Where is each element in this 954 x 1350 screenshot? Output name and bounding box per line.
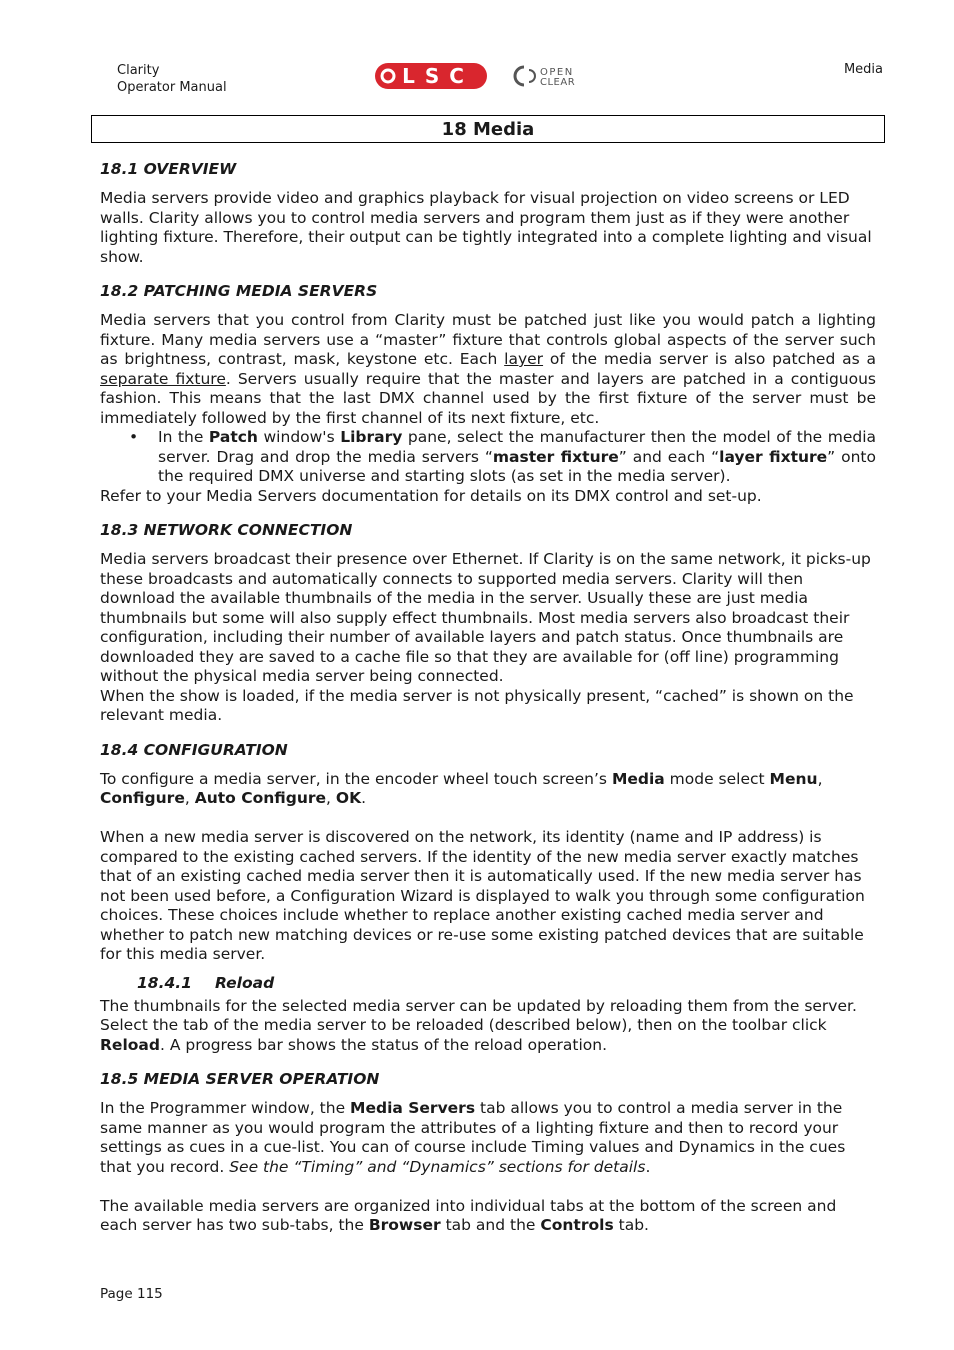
link-separate-fixture: separate fixture: [100, 369, 226, 388]
bullet-list: [100, 428, 876, 487]
header-section: Media: [843, 62, 883, 77]
section-heading: 18.5 MEDIA SERVER OPERATION: [100, 1070, 380, 1088]
open-clear-logo: [515, 67, 575, 88]
paragraph: Media servers broadcast their presence over Ethernet. If Clarity is on the same network, it picks-up these broadcasts and automatically connects to supported media servers. Clarity will then download the available thumbnails of the media in the server. Usually these are just media thumbnails but some will also supply effect thumbnails. Most media servers also broadcast their configuration, including their number of available layers and patch status. Once thumbnails are downloaded they are saved to a cache file so that they are available for (off line) programming without the physical media server being connected.: [100, 550, 871, 685]
section-heading: 18.3 NETWORK CONNECTION: [100, 521, 353, 539]
section-heading: 18.2 PATCHING MEDIA SERVERS: [100, 282, 378, 300]
subsection-heading: 18.4.1 Reload: [137, 973, 275, 992]
header-left: [117, 62, 227, 96]
paragraph: The available media servers are organized into individual tabs at the bottom of the screen and each server has two sub-tabs, the Browser tab and the Controls tab.: [100, 1196, 837, 1234]
chapter-title: 18 Media: [91, 115, 885, 143]
section-overview: [100, 159, 876, 267]
header-product: Clarity: [117, 63, 160, 78]
clear-logo-text: CLEAR: [540, 77, 576, 88]
list-item: • In the Patch window's Library pane, select the manufacturer then the model of the media server. Drag and drop the media servers “master fixture” and each “layer fixture” onto the required DMX universe and starting slots (as set in the media server).: [158, 428, 876, 487]
section-patching: [100, 281, 876, 506]
link-layer: layer: [504, 350, 544, 368]
section-heading: 18.1 OVERVIEW: [100, 160, 237, 178]
lsc-logo: [375, 63, 487, 89]
header-manual: Operator Manual: [117, 80, 227, 95]
section-operation: [100, 1069, 876, 1236]
lsc-logo-text: LSC: [402, 64, 474, 88]
paragraph: When a new media server is discovered on the network, its identity (name and IP address) is compared to the existing cached servers. If the identity of the new media server exactly matches that of an existing cached media server then it is automatically used. If the new media server has not been used before, a Configuration Wizard is displayed to walk you through some configuration choices. These choices include whether to replace another existing cached media server and whether to patch new matching devices or re-use some existing patched devices that are suitable for this media server.: [100, 828, 865, 963]
paragraph: When the show is loaded, if the media server is not physically present, “cached” is shown on the relevant media.: [100, 686, 854, 724]
page-content: [100, 159, 876, 1250]
paragraph: Refer to your Media Servers documentation for details on its DMX control and set-up.: [100, 486, 762, 505]
paragraph: In the Programmer window, the Media Servers tab allows you to control a media server in the same manner as you would program the attributes of a lighting fixture and then to record your settings as cues in a cue-list. You can of course include Timing values and Dynamics in the cues that you record. See the “Timing” and “Dynamics” sections for details.: [100, 1099, 846, 1176]
paragraph: To configure a media server, in the encoder wheel touch screen’s Media mode select Menu, Configure, Auto Configure, OK.: [100, 769, 823, 807]
paragraph: Media servers that you control from Clarity must be patched just like you would patch a lighting fixture. Many media servers use a “master” fixture that controls global aspects of the server such as brightness, contrast, mask, keystone etc. Each layer of the media server is also patched as a separate fixture. Servers usually require that the master and layers are patched in a contiguous fashion. This means that the last DMX channel used by the first fixture of the server must be immediately followed by the first channel of its next fixture, etc.: [100, 311, 877, 427]
open-logo-text: OPEN: [540, 67, 574, 78]
header-logos: [374, 62, 606, 90]
section-configuration: [100, 740, 876, 1056]
section-network: [100, 520, 876, 726]
page-number: Page 115: [100, 1286, 163, 1302]
section-heading: 18.4 CONFIGURATION: [100, 740, 288, 759]
paragraph: The thumbnails for the selected media server can be updated by reloading them from the server. Select the tab of the media server to be reloaded (described below), then on the toolbar click Reload. A progress bar shows the status of the reload operation.: [100, 996, 857, 1054]
paragraph: Media servers provide video and graphics playback for visual projection on video screens or LED walls. Clarity allows you to control media servers and program them just as if they were another lighting fixture. Therefore, their output can be tightly integrated into a complete lighting and visual show.: [100, 189, 872, 266]
